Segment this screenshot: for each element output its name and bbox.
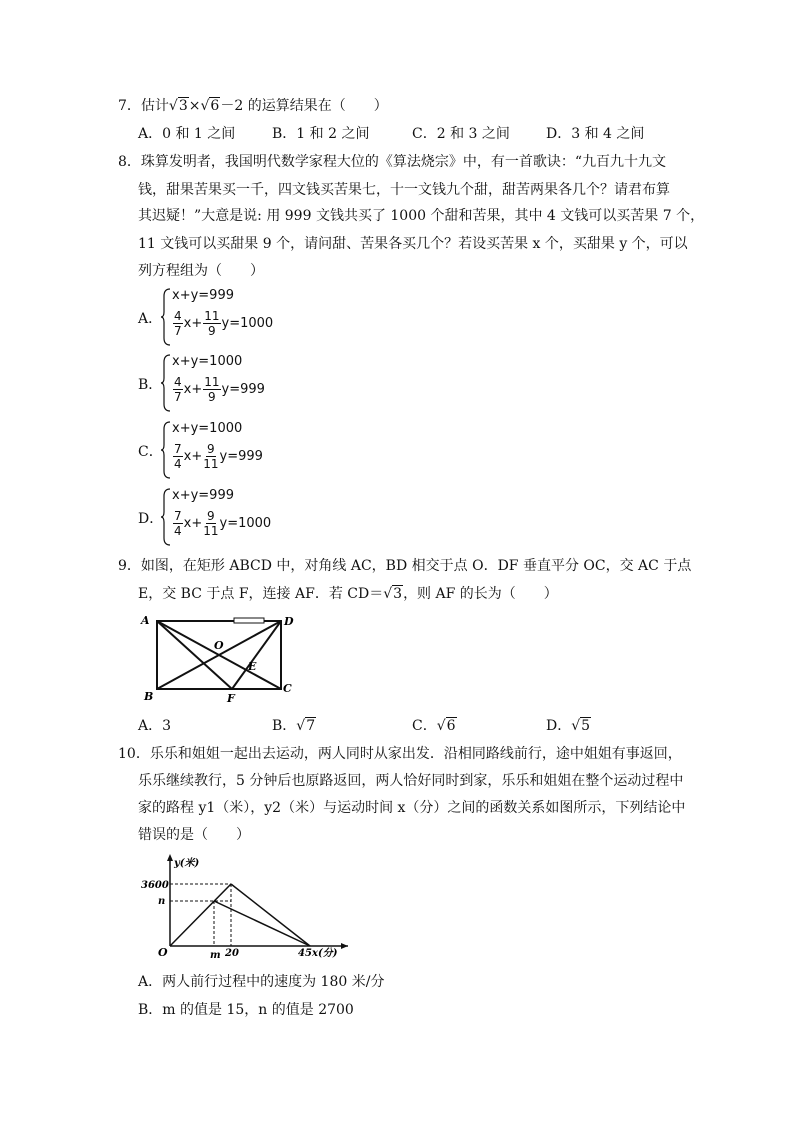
- q9-line-2: E，交 BC 于点 F，连接 AF．若 CD＝√3，则 AF 的长为（ ）: [138, 586, 558, 602]
- rectangle-diagram: [138, 612, 298, 706]
- q9-line-1: 9．如图，在矩形 ABCD 中，对角线 AC，BD 相交于点 O．DF 垂直平分 OC，交 AC 于点: [118, 558, 692, 574]
- option-label: A．: [138, 311, 163, 327]
- origin-label: O: [158, 946, 168, 959]
- brace-icon: [160, 354, 172, 412]
- q10-option-b[interactable]: B．m 的值是 15，n 的值是 2700: [138, 1002, 354, 1018]
- x-axis-arrow-icon: [341, 943, 348, 949]
- tick-3600: 3600: [141, 880, 169, 891]
- q7-stem: [118, 96, 388, 116]
- tick-20: 20: [225, 948, 239, 959]
- point-e-label: E: [248, 660, 257, 673]
- line-sister-forward: [170, 884, 231, 946]
- equation-1: x+y=1000: [172, 354, 243, 369]
- point-d-label: D: [284, 615, 294, 628]
- equation-1: x+y=1000: [172, 421, 243, 436]
- segment-df: [232, 621, 281, 689]
- sqrt-7: √7: [296, 718, 316, 734]
- q9-option-d[interactable]: D．√5: [546, 718, 591, 734]
- q7-text-pre: 估计: [140, 98, 169, 114]
- equation-1: x+y=999: [172, 288, 234, 303]
- cd-bar: [234, 618, 264, 623]
- q10-line-2: 乐乐继续教行，5 分钟后也原路返回，两人恰好同时到家，乐乐和姐姐在整个运动过程中: [138, 773, 684, 789]
- q7-option-c[interactable]: C．2 和 3 之间: [412, 126, 510, 142]
- y-axis-label: y(米): [174, 858, 200, 869]
- q7-option-a[interactable]: A．0 和 1 之间: [138, 126, 236, 142]
- function-graph: [138, 852, 358, 964]
- sqrt-5: √5: [571, 718, 591, 734]
- q9-option-c[interactable]: C．√6: [412, 718, 456, 734]
- y-axis-arrow-icon: [167, 854, 173, 861]
- point-b-label: B: [144, 690, 154, 703]
- x-axis-label: x(分): [312, 948, 338, 959]
- equation-2: $\frac{7}{4}$ x+ $\frac{9}{11}$ y=999: [174, 442, 263, 471]
- q7-text-post: －2 的运算结果在（ ）: [220, 98, 388, 114]
- q10-line-3: 家的路程 y1（米），y2（米）与运动时间 x（分）之间的函数关系如图所示，下列结论中: [138, 800, 686, 816]
- q10-line-1: 10．乐乐和姐姐一起出去运动，两人同时从家出发．沿相同路线前行，途中姐姐有事返回，: [118, 746, 682, 762]
- option-label: C．: [138, 444, 163, 460]
- brace-icon: [160, 488, 172, 546]
- equation-2: $\frac{7}{4}$ x+ $\frac{9}{11}$ y=1000: [174, 509, 272, 538]
- point-c-label: C: [283, 682, 292, 695]
- tick-n: n: [158, 896, 166, 907]
- brace-icon: [160, 288, 172, 346]
- sqrt-6: √6: [436, 718, 456, 734]
- q9-option-a[interactable]: A．3: [138, 718, 172, 734]
- q8-line-5: 列方程组为（ ）: [138, 263, 264, 279]
- q7-number: 7．: [118, 98, 141, 114]
- point-a-label: A: [141, 614, 150, 627]
- q9-option-b[interactable]: B．√7: [272, 718, 316, 734]
- option-label: D．: [138, 511, 164, 527]
- tick-m: m: [210, 950, 221, 961]
- point-o-label: O: [214, 639, 224, 652]
- point-f-label: F: [227, 692, 235, 705]
- sqrt-3: √3: [383, 586, 403, 602]
- q8-line-3: 其迟疑！”大意是说: 用 999 文钱共买了 1000 个甜和苦果，其中 4 文钱可以买苦果 7 个，: [138, 208, 705, 224]
- q7-option-d[interactable]: D．3 和 4 之间: [546, 126, 645, 142]
- equation-2: $\frac{4}{7}$ x+ $\frac{11}{9}$ y=1000: [174, 309, 274, 338]
- q8-line-1: 8．珠算发明者，我国明代数学家程大位的《算法烧宗》中，有一首歌诀：“九百九十九文: [118, 154, 667, 170]
- option-label: B．: [138, 377, 163, 393]
- tick-45: 45: [298, 948, 312, 959]
- equation-1: x+y=999: [172, 488, 234, 503]
- sqrt-6: √6: [200, 98, 220, 114]
- q7-option-b[interactable]: B．1 和 2 之间: [272, 126, 370, 142]
- equation-2: $\frac{4}{7}$ x+ $\frac{11}{9}$ y=999: [174, 375, 265, 404]
- sqrt-3: √3: [168, 98, 188, 114]
- q8-line-4: 11 文钱可以买甜果 9 个，请问甜、苦果各买几个？若设买苦果 x 个，买甜果 y 个，可以: [138, 236, 688, 252]
- q10-option-a[interactable]: A．两人前行过程中的速度为 180 米/分: [138, 974, 385, 990]
- q10-line-4: 错误的是（ ）: [138, 827, 250, 843]
- brace-icon: [160, 421, 172, 479]
- q8-line-2: 钱，甜果苦果买一千，四文钱买苦果七，十一文钱九个甜，甜苦两果各几个？请君布算: [138, 182, 670, 198]
- times-sign: ×: [188, 98, 201, 114]
